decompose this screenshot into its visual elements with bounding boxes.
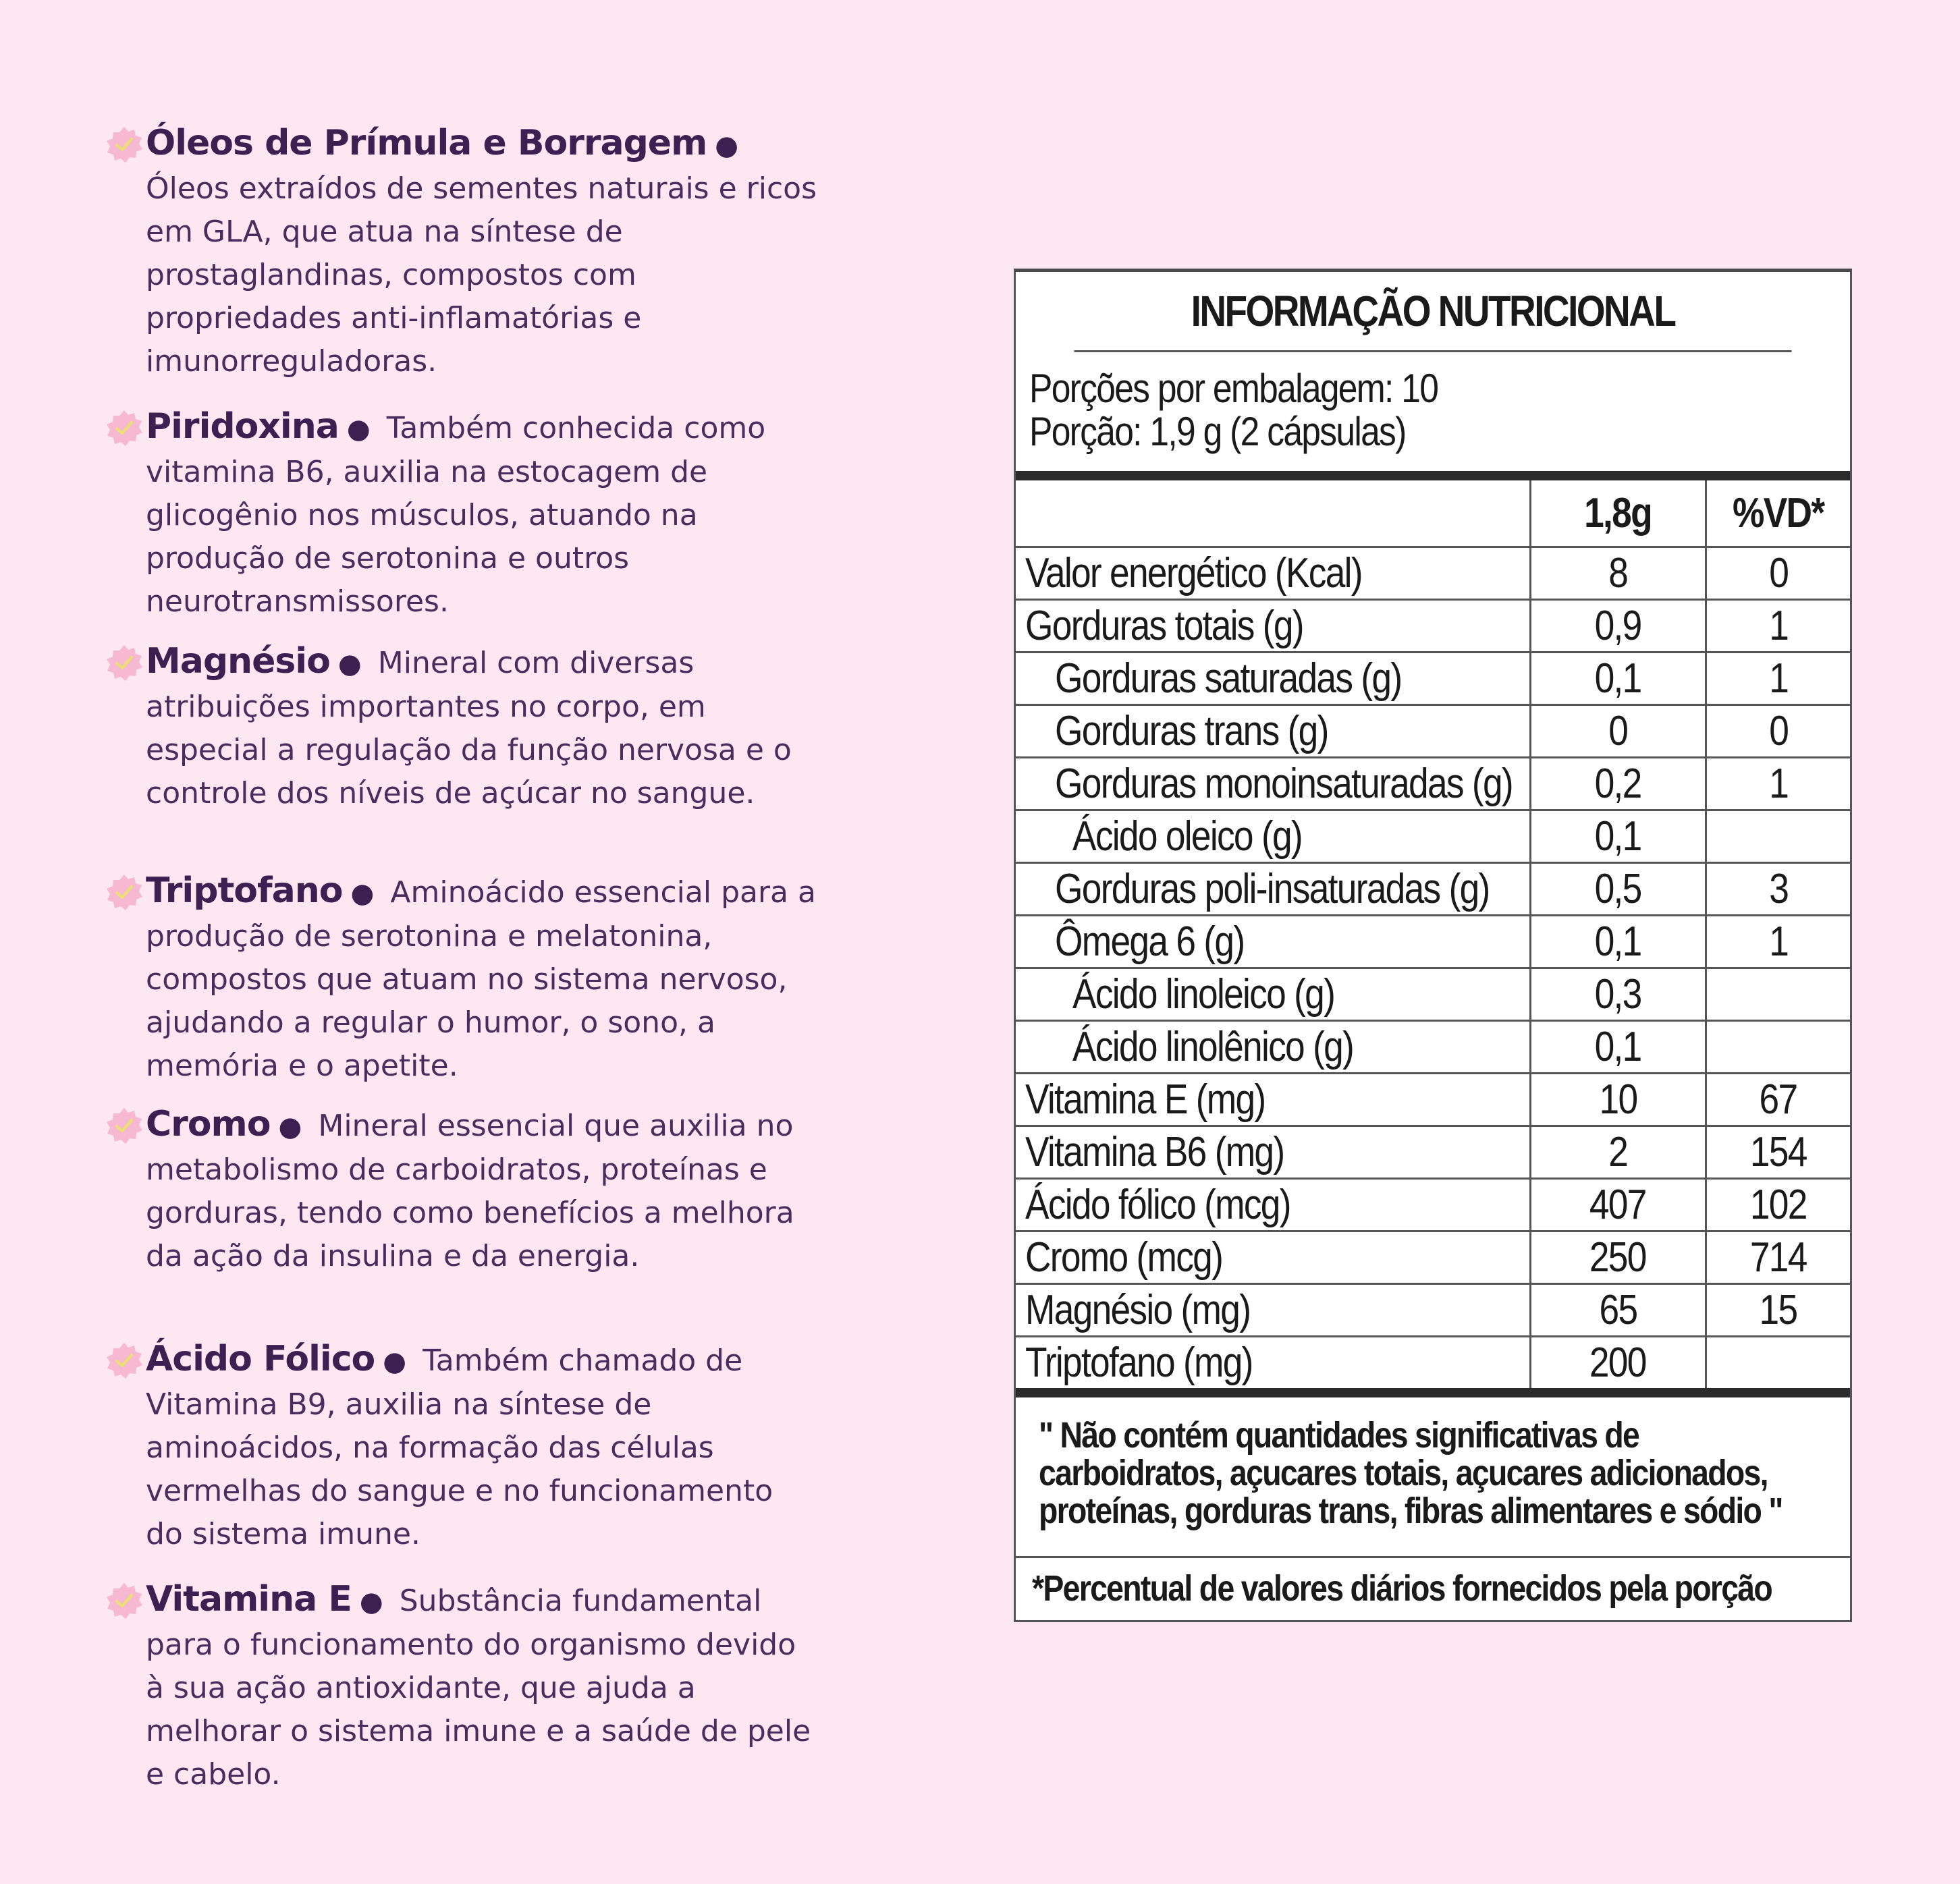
nutrient-amount-text: 65 (1599, 1287, 1637, 1333)
nutrient-label-text: Gorduras totais (g) (1025, 603, 1303, 649)
flower-check-badge-icon (105, 873, 143, 911)
nutrient-label-text: Gorduras trans (g) (1055, 708, 1328, 754)
nutrition-facts-table (1014, 269, 1852, 1622)
nutrient-amount (1530, 1231, 1706, 1284)
table-row (1016, 1126, 1850, 1179)
flower-check-badge-icon (105, 126, 143, 163)
table-row (1016, 968, 1850, 1021)
nutrient-amount (1530, 863, 1706, 916)
ingredient-description: Também conhecida como vitamina B6, auxilia na estocagem de glicogênio nos músculos, atuando na produção de serotonina e outros neurotransmissores. (146, 411, 766, 619)
nutrient-table (1016, 480, 1850, 1388)
table-row (1016, 547, 1850, 600)
nutrient-vd-text: 154 (1749, 1129, 1807, 1175)
table-row (1016, 810, 1850, 863)
nutrient-label (1016, 758, 1530, 810)
nutrient-amount (1530, 653, 1706, 705)
nutrient-vd (1706, 1126, 1850, 1179)
nutrient-amount-text: 200 (1589, 1339, 1646, 1386)
bullet: ● (346, 414, 371, 445)
nutrient-amount (1530, 547, 1706, 600)
nutrient-vd (1706, 1179, 1850, 1231)
nutrition-portions (1016, 352, 1850, 471)
nutrient-amount-text: 0,1 (1594, 655, 1641, 702)
ingredient-description: Mineral com diversas atribuições importantes no corpo, em especial a regulação da função nervosa e o controle dos níveis de açúcar no sangue. (146, 646, 792, 810)
nutrient-vd (1706, 653, 1850, 705)
nutrient-label (1016, 968, 1530, 1021)
bullet: ● (278, 1111, 302, 1142)
table-row (1016, 653, 1850, 705)
table-row (1016, 600, 1850, 653)
nutrient-label (1016, 1179, 1530, 1231)
nutrient-vd (1706, 600, 1850, 653)
ingredient-description: Substância fundamental para o funcionamento do organismo devido à sua ação antioxidante, que ajuda a melhorar o sistema imune e a saúde de pele e cabelo. (146, 1584, 811, 1792)
nutrient-label (1016, 547, 1530, 600)
table-row (1016, 1284, 1850, 1337)
bullet: ● (337, 648, 362, 680)
table-row (1016, 1179, 1850, 1231)
nutrient-label (1016, 916, 1530, 968)
nutrient-amount (1530, 968, 1706, 1021)
flower-check-badge-icon (105, 409, 143, 447)
ingredient-name: Piridoxina (146, 406, 339, 447)
ingredient-item (101, 121, 817, 383)
ingredient-name: Óleos de Prímula e Borragem (146, 123, 707, 163)
nutrient-label (1016, 810, 1530, 863)
nutrient-vd (1706, 547, 1850, 600)
table-row (1016, 705, 1850, 758)
nutrient-label-text: Gorduras saturadas (g) (1055, 655, 1402, 702)
ingredient-name: Ácido Fólico (146, 1339, 375, 1379)
nutrient-label (1016, 1284, 1530, 1337)
portions-per-package: Porções por embalagem: 10 (1029, 366, 1438, 411)
nutrient-vd (1706, 705, 1850, 758)
nutrient-label-text: Ácido fólico (mcg) (1025, 1182, 1290, 1228)
nutrient-label (1016, 1231, 1530, 1284)
divider-thick (1016, 471, 1850, 480)
flower-check-badge-icon (105, 1341, 143, 1379)
nutrient-vd (1706, 1074, 1850, 1126)
ingredient-item (101, 405, 817, 624)
nutrient-vd (1706, 1337, 1850, 1389)
bullet: ● (715, 130, 739, 161)
nutrient-label-text: Valor energético (Kcal) (1025, 550, 1362, 597)
nutrient-amount-text: 0,3 (1594, 971, 1641, 1018)
nutrient-amount (1530, 916, 1706, 968)
nutrient-vd-text: 15 (1759, 1287, 1797, 1333)
table-row (1016, 1074, 1850, 1126)
nutrient-label (1016, 1126, 1530, 1179)
flower-check-badge-icon (105, 1582, 143, 1619)
nutrient-vd-text: 0 (1768, 708, 1788, 754)
table-row (1016, 916, 1850, 968)
nutrient-vd-text: 1 (1768, 918, 1788, 965)
nutrient-amount-text: 2 (1608, 1129, 1627, 1175)
nutrient-vd (1706, 863, 1850, 916)
ingredient-item (101, 1337, 817, 1556)
nutrient-vd (1706, 1231, 1850, 1284)
nutrient-amount-text: 0,2 (1594, 760, 1641, 807)
nutrient-label (1016, 1074, 1530, 1126)
header-vd: %VD* (1706, 480, 1850, 547)
nutrient-amount-text: 8 (1608, 550, 1627, 597)
nutrient-label-text: Magnésio (mg) (1025, 1287, 1251, 1333)
bullet: ● (359, 1586, 383, 1617)
nutrient-label-text: Ácido oleico (g) (1072, 813, 1302, 860)
nutrient-amount (1530, 1074, 1706, 1126)
nutrient-label (1016, 600, 1530, 653)
nutrient-label-text: Triptofano (mg) (1025, 1339, 1253, 1386)
nutrient-vd-text: 0 (1768, 550, 1788, 597)
ingredient-item (101, 640, 817, 815)
ingredient-description: Óleos extraídos de sementes naturais e ricos em GLA, que atua na síntese de prostaglandinas, compostos com propriedades anti-inflamatórias e imunorreguladoras. (146, 171, 817, 379)
nutrient-vd-text: 1 (1768, 655, 1788, 702)
nutrient-amount-text: 10 (1599, 1076, 1637, 1123)
nutrient-label-text: Gorduras poli-insaturadas (g) (1055, 866, 1490, 912)
ingredient-name: Cromo (146, 1104, 271, 1144)
nutrient-label-text: Ácido linoleico (g) (1072, 971, 1335, 1018)
nutrient-amount (1530, 810, 1706, 863)
nutrient-amount (1530, 1126, 1706, 1179)
nutrient-vd-text: 102 (1749, 1182, 1807, 1228)
footnote-text: *Percentual de valores diários fornecidos pela porção (1032, 1568, 1772, 1609)
divider-thick (1016, 1388, 1850, 1397)
nutrient-amount (1530, 1021, 1706, 1074)
nutrient-vd (1706, 1021, 1850, 1074)
nutrient-vd-text: 3 (1768, 866, 1788, 912)
nutrient-amount (1530, 600, 1706, 653)
nutrient-label (1016, 1337, 1530, 1389)
table-row (1016, 1337, 1850, 1389)
nutrient-amount-text: 0,1 (1594, 918, 1641, 965)
nutrient-rows (1016, 547, 1850, 1389)
nutrient-vd-text: 1 (1768, 603, 1788, 649)
nutrition-footnote (1016, 1558, 1850, 1626)
table-header-row (1016, 480, 1850, 547)
nutrient-amount (1530, 1284, 1706, 1337)
ingredient-item (101, 869, 817, 1088)
nutrient-amount (1530, 705, 1706, 758)
note-text: " Não contém quantidades significativas de carboidratos, açucares totais, açucares adicionados, proteínas, gorduras trans, fibras alimentares e sódio " (1039, 1415, 1782, 1531)
nutrient-amount-text: 0,5 (1594, 866, 1641, 912)
ingredient-item (101, 1103, 817, 1278)
nutrient-amount-text: 0,9 (1594, 603, 1641, 649)
bullet: ● (383, 1346, 407, 1377)
nutrient-amount (1530, 1179, 1706, 1231)
nutrient-amount-text: 250 (1589, 1234, 1646, 1281)
nutrient-vd (1706, 916, 1850, 968)
nutrient-vd-text: 714 (1749, 1234, 1807, 1281)
portion-size: Porção: 1,9 g (2 cápsulas) (1029, 409, 1406, 454)
nutrient-vd-text: 67 (1759, 1076, 1797, 1123)
bullet: ● (350, 878, 375, 909)
flower-check-badge-icon (105, 1107, 143, 1144)
nutrient-amount-text: 0,1 (1594, 813, 1641, 860)
nutrient-label-text: Ômega 6 (g) (1055, 918, 1245, 965)
nutrient-vd (1706, 758, 1850, 810)
nutrient-amount-text: 0 (1608, 708, 1627, 754)
header-blank (1016, 480, 1530, 547)
nutrient-amount-text: 407 (1589, 1182, 1646, 1228)
nutrient-vd-text: 1 (1768, 760, 1788, 807)
ingredient-description: Também chamado de Vitamina B9, auxilia na síntese de aminoácidos, na formação das células vermelhas do sangue e no funcionamento do sistema imune. (146, 1343, 773, 1551)
nutrition-title: INFORMAÇÃO NUTRICIONAL (1074, 272, 1792, 352)
nutrient-label (1016, 863, 1530, 916)
ingredient-name: Magnésio (146, 641, 330, 682)
table-row (1016, 863, 1850, 916)
nutrient-label (1016, 705, 1530, 758)
nutrient-label-text: Vitamina E (mg) (1025, 1076, 1265, 1123)
nutrient-label-text: Ácido linolênico (g) (1072, 1024, 1354, 1070)
table-row (1016, 1021, 1850, 1074)
flower-check-badge-icon (105, 644, 143, 682)
nutrient-amount (1530, 1337, 1706, 1389)
ingredient-item (101, 1578, 817, 1796)
nutrient-amount (1530, 758, 1706, 810)
table-row (1016, 758, 1850, 810)
nutrition-note (1016, 1397, 1850, 1558)
nutrient-amount-text: 0,1 (1594, 1024, 1641, 1070)
header-amount: 1,8g (1530, 480, 1706, 547)
ingredient-description: Aminoácido essencial para a produção de serotonina e melatonina, compostos que atuam no sistema nervoso, ajudando a regular o humor, o sono, a memória e o apetite. (146, 875, 816, 1083)
nutrient-vd (1706, 810, 1850, 863)
nutrient-label (1016, 653, 1530, 705)
ingredient-name: Triptofano (146, 870, 343, 911)
nutrient-label-text: Vitamina B6 (mg) (1025, 1129, 1284, 1175)
nutrient-vd (1706, 968, 1850, 1021)
ingredient-description: Mineral essencial que auxilia no metabolismo de carboidratos, proteínas e gorduras, tendo como benefícios a melhora da ação da insulina e da energia. (146, 1109, 794, 1273)
nutrient-label (1016, 1021, 1530, 1074)
nutrient-label-text: Gorduras monoinsaturadas (g) (1055, 760, 1513, 807)
nutrient-vd (1706, 1284, 1850, 1337)
nutrient-label-text: Cromo (mcg) (1025, 1234, 1223, 1281)
table-row (1016, 1231, 1850, 1284)
ingredient-name: Vitamina E (146, 1579, 352, 1619)
